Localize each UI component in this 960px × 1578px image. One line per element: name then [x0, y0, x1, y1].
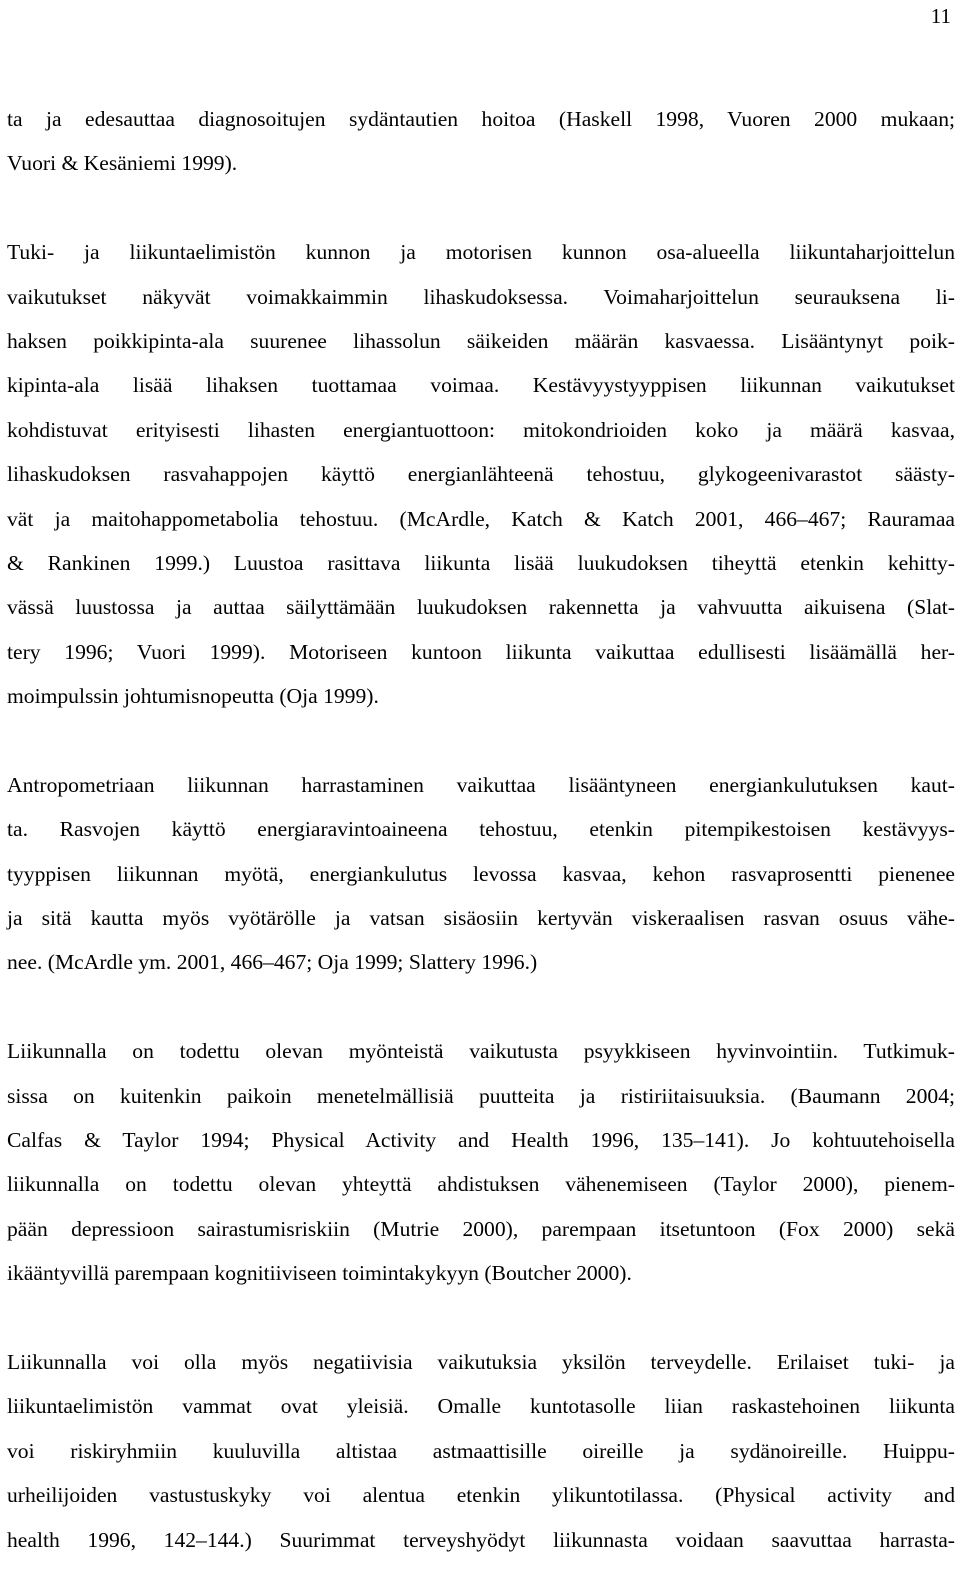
- paragraph: [7, 97, 955, 186]
- text-line: health 1996, 142–144.) Suurimmat terveyshyödyt liikunnasta voidaan saavuttaa harrasta-: [7, 1527, 955, 1552]
- page-number: 11: [930, 4, 951, 28]
- text-line: sissa on kuitenkin paikoin menetelmällisiä puutteita ja ristiriitaisuuksia. (Baumann 2004;: [7, 1083, 955, 1108]
- paragraph-gap: [7, 186, 955, 230]
- text-line: kohdistuvat erityisesti lihasten energiantuottoon: mitokondrioiden koko ja määrä kasvaa,: [7, 417, 955, 442]
- text-line: Tuki- ja liikuntaelimistön kunnon ja motorisen kunnon osa-alueella liikuntaharjoittelun: [7, 240, 955, 265]
- text-line: & Rankinen 1999.) Luustoa rasittava liikunta lisää luukudoksen tiheyttä etenkin kehitty-: [7, 550, 955, 575]
- paragraph: [7, 1029, 955, 1295]
- text-line: ikääntyvillä parempaan kognitiiviseen toimintakykyyn (Boutcher 2000).: [7, 1261, 632, 1286]
- text-line: Vuori & Kesäniemi 1999).: [7, 151, 238, 176]
- text-line: tery 1996; Vuori 1999). Motoriseen kuntoon liikunta vaikuttaa edullisesti lisäämällä her-: [7, 639, 955, 664]
- text-line: moimpulssin johtumisnopeutta (Oja 1999).: [7, 684, 379, 709]
- text-line: kipinta-ala lisää lihaksen tuottamaa voimaa. Kestävyystyyppisen liikunnan vaikutukset: [7, 373, 955, 398]
- paragraph-gap: [7, 985, 955, 1029]
- text-line: Antropometriaan liikunnan harrastaminen vaikuttaa lisääntyneen energiankulutuksen kaut-: [7, 772, 955, 797]
- text-line: voi riskiryhmiin kuuluvilla altistaa astmaattisille oireille ja sydänoireille. Huippu-: [7, 1438, 955, 1463]
- paragraph-gap: [7, 718, 955, 762]
- text-line: lihaskudoksen rasvahappojen käyttö energianlähteenä tehostuu, glykogeenivarastot säästy-: [7, 462, 955, 487]
- text-line: liikuntaelimistön vammat ovat yleisiä. Omalle kuntotasolle liian raskastehoinen liikunta: [7, 1394, 955, 1419]
- paragraph: [7, 1340, 955, 1562]
- text-line: urheilijoiden vastustuskyky voi alentua etenkin ylikuntotilassa. (Physical activity and: [7, 1483, 955, 1508]
- document-body: [7, 97, 955, 1562]
- text-line: vaikutukset näkyvät voimakkaimmin lihaskudoksessa. Voimaharjoittelun seurauksena li-: [7, 284, 955, 309]
- text-line: Liikunnalla voi olla myös negatiivisia vaikutuksia yksilön terveydelle. Erilaiset tuki- ja: [7, 1349, 955, 1374]
- paragraph-gap: [7, 1296, 955, 1340]
- text-line: Calfas & Taylor 1994; Physical Activity and Health 1996, 135–141). Jo kohtuutehoisella: [7, 1127, 955, 1152]
- text-line: pään depressioon sairastumisriskiin (Mutrie 2000), parempaan itsetuntoon (Fox 2000) sekä: [7, 1216, 955, 1241]
- text-line: haksen poikkipinta-ala suurenee lihassolun säikeiden määrän kasvaessa. Lisääntynyt poik-: [7, 328, 955, 353]
- text-line: Liikunnalla on todettu olevan myönteistä vaikutusta psyykkiseen hyvinvointiin. Tutkimuk-: [7, 1039, 955, 1064]
- text-line: ja sitä kautta myös vyötärölle ja vatsan sisäosiin kertyvän viskeraalisen rasvan osuus vähe-: [7, 906, 955, 931]
- paragraph: [7, 230, 955, 718]
- text-line: ta. Rasvojen käyttö energiaravintoaineena tehostuu, etenkin pitempikestoisen kestävyys-: [7, 817, 955, 842]
- text-line: liikunnalla on todettu olevan yhteyttä ahdistuksen vähenemiseen (Taylor 2000), pienem-: [7, 1172, 955, 1197]
- text-line: vässä luustossa ja auttaa säilyttämään luukudoksen rakennetta ja vahvuutta aikuisena (Slat-: [7, 595, 955, 620]
- text-line: ta ja edesauttaa diagnosoitujen sydäntautien hoitoa (Haskell 1998, Vuoren 2000 mukaan;: [7, 107, 955, 131]
- text-line: vät ja maitohappometabolia tehostuu. (McArdle, Katch & Katch 2001, 466–467; Rauramaa: [7, 506, 955, 531]
- text-line: tyyppisen liikunnan myötä, energiankulutus levossa kasvaa, kehon rasvaprosentti pienenee: [7, 861, 955, 886]
- text-line: nee. (McArdle ym. 2001, 466–467; Oja 1999; Slattery 1996.): [7, 950, 538, 975]
- paragraph: [7, 763, 955, 985]
